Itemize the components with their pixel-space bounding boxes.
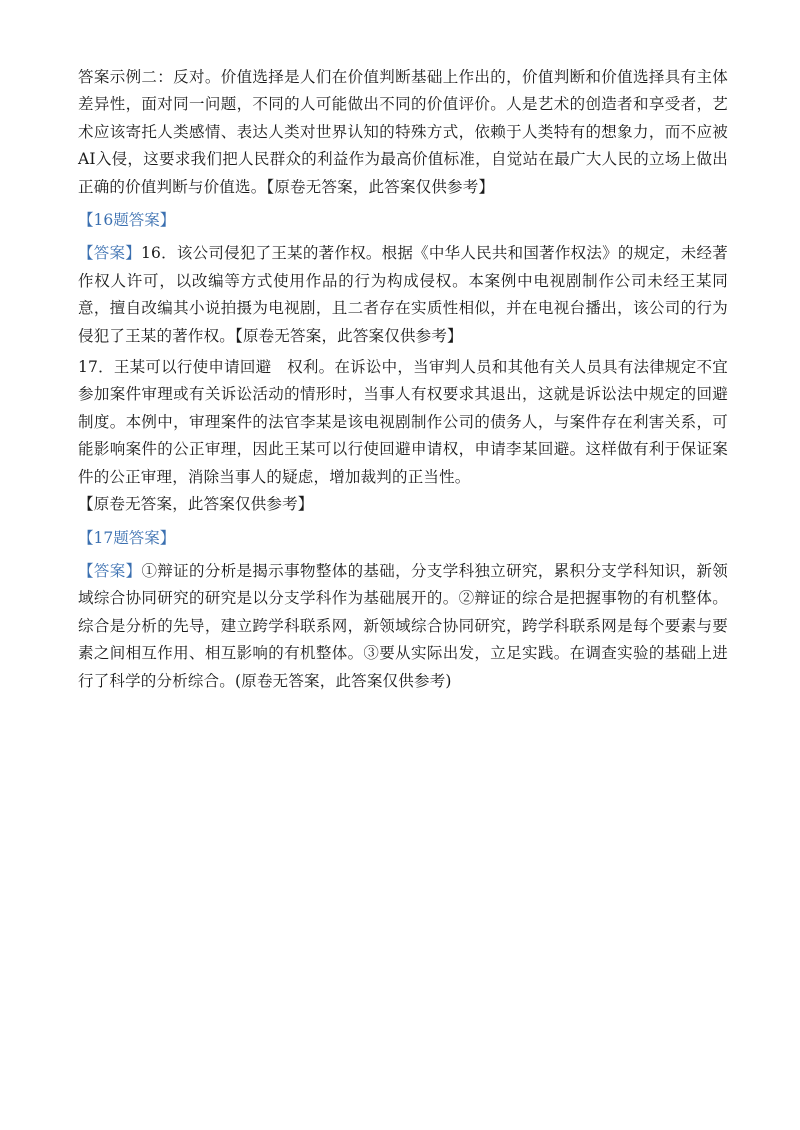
answer-example-two: 答案示例二：反对。价值选择是人们在价值判断基础上作出的，价值判断和价值选择具有主体差异性，面对同一问题，不同的人可能做出不同的价值评价。人是艺术的创造者和享受者，艺术应该寄托人类感情、表达人类对世界认知的特殊方式，依赖于人类特有的想象力，而不应被AI入侵，这要求我们把人民群众的利益作为最高价值标准，自觉站在最广大人民的立场上做出正确的价值判断与价值选。【原卷无答案，此答案仅供参考】 xyxy=(78,68,728,196)
q17-answer xyxy=(78,558,728,695)
q17-heading: 【17题答案】 xyxy=(78,528,176,547)
q17-part-note: 【原卷无答案，此答案仅供参考】 xyxy=(78,495,314,514)
q16-answer-body: 16．该公司侵犯了王某的著作权。根据《中华人民共和国著作权法》的规定，未经著作权人许可，以改编等方式使用作品的行为构成侵权。本案例中电视剧制作公司未经王某同意，擅自改编其小说拍摄为电视剧，且二者存在实质性相似，并在电视台播出，该公司的行为侵犯了王某的著作权。【原卷无答案，此答案仅供参考】 xyxy=(78,244,728,345)
q16-answer xyxy=(78,240,728,350)
q17-answer-tag: 【答案】 xyxy=(78,561,142,580)
q16-heading: 【16题答案】 xyxy=(78,211,176,230)
q17-answer-body: ①辩证的分析是揭示事物整体的基础，分支学科独立研究，累积分支学科知识，新领域综合协同研究的研究是以分支学科作为基础展开的。②辩证的综合是把握事物的有机整体。综合是分析的先导，建立跨学科联系网，新领域综合协同研究，跨学科联系网是每个要素与要素之间相互作用、相互影响的有机整体。③要从实际出发，立足实践。在调查实验的基础上进行了科学的分析综合。(原卷无答案，此答案仅供参考) xyxy=(78,561,728,690)
q17-part-answer: 17．王某可以行使申请回避 权利。在诉讼中，当审判人员和其他有关人员具有法律规定不宜参加案件审理或有关诉讼活动的情形时，当事人有权要求其退出，这就是诉讼法中规定的回避制度。本例中，审理案件的法官李某是该电视剧制作公司的债务人，与案件存在利害关系，可能影响案件的公正审理，因此王某可以行使回避申请权，申请李某回避。这样做有利于保证案件的公正审理，消除当事人的疑虑，增加裁判的正当性。 xyxy=(78,358,728,486)
document-page xyxy=(78,64,728,695)
q16-answer-tag: 【答案】 xyxy=(78,244,141,263)
